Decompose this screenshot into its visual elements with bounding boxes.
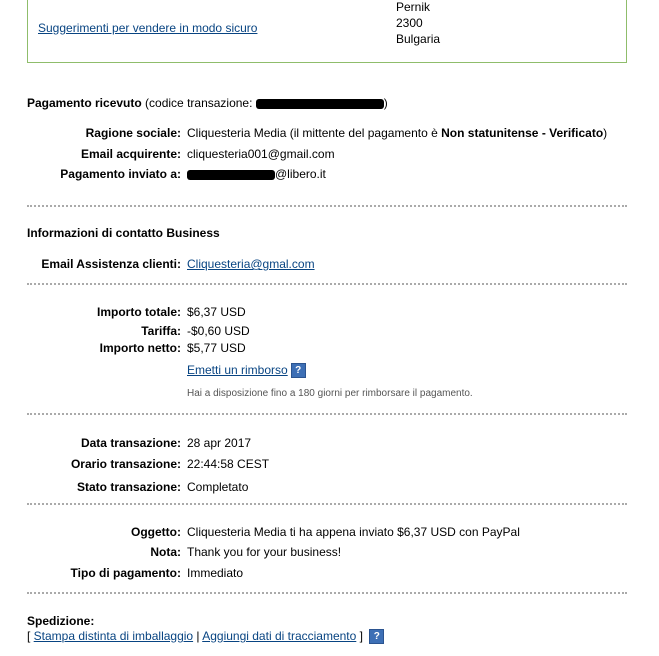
note-value: Thank you for your business!	[187, 545, 342, 559]
transaction-date-label: Data transazione:	[80, 436, 181, 450]
payment-heading: Pagamento ricevuto	[27, 96, 142, 110]
address-block	[396, 0, 440, 47]
refund-note: Hai a disposizione fino a 180 giorni per rimborsare il pagamento.	[187, 388, 473, 399]
transaction-status-row	[0, 480, 659, 496]
fee-row	[0, 324, 659, 340]
transaction-code-label: (codice transazione:	[145, 96, 253, 110]
business-name-row	[0, 126, 659, 142]
buyer-email-value: cliquesteria001@gmail.com	[187, 147, 335, 161]
sender-status: Non statunitense - Verificato	[441, 126, 604, 140]
total-amount-value: $6,37 USD	[187, 305, 246, 319]
business-name-value: Cliquesteria Media (il mittente del pagamento è Non statunitense - Verificato)	[187, 126, 608, 140]
divider	[27, 205, 627, 207]
payment-sent-to-label: Pagamento inviato a:	[60, 167, 181, 181]
net-amount-value: $5,77 USD	[187, 341, 246, 355]
payment-received-heading	[27, 96, 388, 110]
transaction-status-label: Stato transazione:	[76, 480, 181, 494]
support-email-label: Email Assistenza clienti:	[41, 257, 181, 271]
transaction-time-value: 22:44:58 CEST	[187, 457, 270, 471]
payment-type-label: Tipo di pagamento:	[70, 566, 181, 580]
transaction-time-row	[0, 457, 659, 473]
payment-type-row	[0, 566, 659, 582]
subject-row	[0, 525, 659, 541]
divider	[27, 413, 627, 415]
buyer-email-row	[0, 147, 659, 163]
total-amount-label: Importo totale:	[97, 305, 181, 319]
refund-row	[0, 363, 659, 379]
divider	[27, 283, 627, 285]
add-tracking-link[interactable]: Aggiungi dati di tracciamento	[202, 629, 357, 643]
transaction-status-value: Completato	[187, 480, 249, 494]
total-amount-row	[0, 305, 659, 321]
issue-refund-link[interactable]: Emetti un rimborso	[187, 363, 288, 377]
buyer-email-label: Email acquirente:	[80, 147, 181, 161]
note-label: Nota:	[150, 545, 181, 559]
fee-value: -$0,60 USD	[187, 324, 250, 338]
transaction-date-row	[0, 436, 659, 452]
redacted-transaction-code	[256, 99, 384, 109]
refund-note-row	[0, 388, 659, 404]
shipping-heading: Spedizione:	[27, 614, 95, 628]
transaction-time-label: Orario transazione:	[70, 457, 181, 471]
address-city: Pernik	[396, 0, 431, 14]
support-email-link[interactable]: Cliquesteria@gmal.com	[187, 257, 315, 271]
safety-tips-link[interactable]: Suggerimenti per vendere in modo sicuro	[38, 21, 258, 35]
help-icon[interactable]: ?	[369, 629, 384, 644]
address-country: Bulgaria	[396, 32, 441, 46]
divider	[27, 503, 627, 505]
business-contact-heading: Informazioni di contatto Business	[27, 226, 220, 240]
net-amount-row	[0, 341, 659, 357]
business-name-label: Ragione sociale:	[85, 126, 181, 140]
subject-value: Cliquesteria Media ti ha appena inviato $6,37 USD con PayPal	[187, 525, 520, 539]
shipping-links: [ Stampa distinta di imballaggio | Aggiungi dati di tracciamento ] ?	[27, 629, 384, 644]
address-postcode: 2300	[396, 16, 423, 30]
note-row	[0, 545, 659, 561]
divider	[27, 592, 627, 594]
payment-type-value: Immediato	[187, 566, 244, 580]
fee-label: Tariffa:	[141, 324, 181, 338]
code-close-paren: )	[383, 96, 388, 110]
redacted-email	[187, 170, 275, 180]
subject-label: Oggetto:	[131, 525, 181, 539]
net-amount-label: Importo netto:	[99, 341, 181, 355]
payment-sent-to-row	[0, 167, 659, 183]
top-panel	[27, 0, 627, 63]
support-email-row	[0, 257, 659, 273]
help-icon[interactable]: ?	[291, 363, 306, 378]
transaction-date-value: 28 apr 2017	[187, 436, 252, 450]
print-packing-slip-link[interactable]: Stampa distinta di imballaggio	[33, 629, 194, 643]
payment-sent-to-value: @libero.it	[187, 167, 326, 181]
